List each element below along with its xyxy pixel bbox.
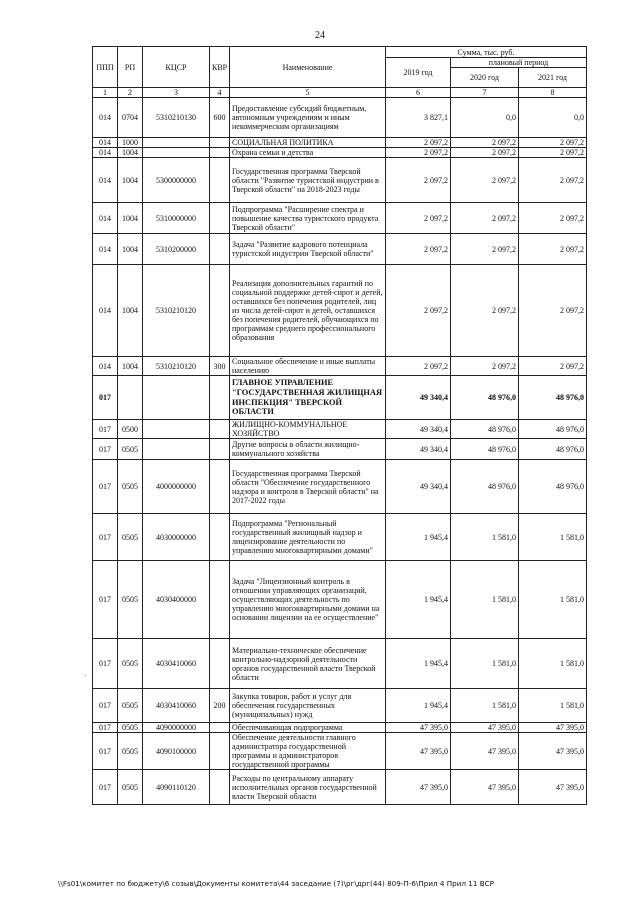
header-name: Наименование [230,47,386,88]
cell-v2019: 2 097,2 [386,203,451,234]
cell-pp: 017 [93,376,118,420]
table-row [93,561,587,639]
cell-pp: 014 [93,148,118,158]
cell-v2020: 2 097,2 [451,138,519,148]
cell-rp: 1004 [118,158,143,203]
cell-v2019: 2 097,2 [386,148,451,158]
cell-v2019: 2 097,2 [386,158,451,203]
cell-v2021: 2 097,2 [519,203,587,234]
cell-name: Государственная программа Тверской области "Обеспечение государственного надзора и контроля в Тверской области" на 2017-2022 годы [230,460,386,514]
table-row [93,689,587,723]
margin-mark: · [84,672,87,680]
cell-rp: 0505 [118,439,143,460]
cell-v2021: 47 395,0 [519,770,587,805]
cell-v2021: 47 395,0 [519,723,587,733]
table-row [93,639,587,689]
cell-v2019: 47 395,0 [386,770,451,805]
cell-kvr [210,561,230,639]
cell-v2019: 47 395,0 [386,733,451,770]
cell-name: СОЦИАЛЬНАЯ ПОЛИТИКА [230,138,386,148]
cell-v2020: 48 976,0 [451,460,519,514]
cell-kvr [210,158,230,203]
cell-name: Реализация дополнительных гарантий по социальной поддержке детей-сирот и детей, оставшихся без попечения родителей, лиц из числа детей-сирот и детей, оставшихся без попечения родителей, обучающихся по программам среднего профессионального образования [230,265,386,357]
cell-v2021: 2 097,2 [519,138,587,148]
cell-kvr [210,439,230,460]
cell-pp: 017 [93,561,118,639]
page-number: 24 [315,30,325,41]
cell-v2019: 2 097,2 [386,265,451,357]
cell-kvr [210,234,230,265]
cell-kvr [210,460,230,514]
cell-v2021: 48 976,0 [519,439,587,460]
cell-v2021: 1 581,0 [519,561,587,639]
cell-v2020: 2 097,2 [451,234,519,265]
cell-v2021: 2 097,2 [519,357,587,376]
cell-name: Другие вопросы в области жилищно-коммунального хозяйства [230,439,386,460]
cell-pp: 017 [93,460,118,514]
cell-kcsr [143,138,210,148]
table-row [93,376,587,420]
cell-kcsr [143,439,210,460]
cell-kcsr: 4030410060 [143,689,210,723]
table-row [93,203,587,234]
cell-pp: 017 [93,439,118,460]
cell-v2021: 1 581,0 [519,514,587,561]
column-number: 6 [386,88,451,98]
cell-name: Подпрограмма "Региональный государственный жилищный надзор и лицензирование деятельности по управлению многоквартирными домами" [230,514,386,561]
cell-kcsr: 5310210120 [143,265,210,357]
header-2021: 2021 год [519,68,587,88]
header-sum: Сумма, тыс. руб. [386,47,587,58]
cell-v2019: 1 945,4 [386,689,451,723]
cell-v2019: 49 340,4 [386,439,451,460]
cell-kcsr: 4030000000 [143,514,210,561]
cell-pp: 014 [93,265,118,357]
cell-rp [118,376,143,420]
table-row [93,98,587,138]
cell-v2021: 47 395,0 [519,733,587,770]
cell-rp: 1004 [118,203,143,234]
cell-v2021: 2 097,2 [519,148,587,158]
cell-rp: 0505 [118,733,143,770]
cell-v2021: 48 976,0 [519,376,587,420]
cell-v2020: 1 581,0 [451,514,519,561]
cell-rp: 0505 [118,770,143,805]
cell-v2020: 48 976,0 [451,376,519,420]
header-2019: 2019 год [386,58,451,88]
cell-v2020: 2 097,2 [451,158,519,203]
cell-pp: 014 [93,138,118,148]
cell-kcsr: 5310210130 [143,98,210,138]
cell-v2019: 3 827,1 [386,98,451,138]
cell-v2019: 2 097,2 [386,357,451,376]
cell-kvr [210,770,230,805]
cell-v2021: 1 581,0 [519,689,587,723]
cell-kvr [210,265,230,357]
cell-name: Государственная программа Тверской области "Развитие туристской индустрии в Тверской области" на 2018-2023 годы [230,158,386,203]
cell-rp: 1000 [118,138,143,148]
table-row [93,420,587,439]
table-row [93,514,587,561]
cell-kvr [210,723,230,733]
cell-v2020: 48 976,0 [451,420,519,439]
table-row [93,138,587,148]
budget-table [92,46,587,805]
cell-kvr [210,148,230,158]
table-row [93,723,587,733]
cell-pp: 014 [93,158,118,203]
cell-rp: 0500 [118,420,143,439]
cell-v2020: 2 097,2 [451,148,519,158]
cell-v2020: 1 581,0 [451,561,519,639]
cell-name: Закупка товаров, работ и услуг для обеспечения государственных (муниципальных) нужд [230,689,386,723]
cell-v2019: 1 945,4 [386,514,451,561]
column-number: 4 [210,88,230,98]
cell-kcsr: 5310200000 [143,234,210,265]
table-row [93,357,587,376]
cell-pp: 017 [93,733,118,770]
cell-v2020: 1 581,0 [451,689,519,723]
cell-v2021: 2 097,2 [519,265,587,357]
cell-pp: 017 [93,689,118,723]
cell-kvr [210,639,230,689]
column-number: 5 [230,88,386,98]
cell-rp: 0505 [118,561,143,639]
header-planned-period: плановый период [451,58,587,68]
cell-kcsr: 5310210120 [143,357,210,376]
cell-kcsr: 4090110120 [143,770,210,805]
cell-name: ЖИЛИЩНО-КОММУНАЛЬНОЕ ХОЗЯЙСТВО [230,420,386,439]
cell-name: Охрана семьи и детства [230,148,386,158]
column-number: 2 [118,88,143,98]
cell-rp: 0505 [118,639,143,689]
cell-v2021: 2 097,2 [519,234,587,265]
cell-name: Обеспечение деятельности главного администратора государственной программы и администраторов государственной программы [230,733,386,770]
cell-pp: 017 [93,420,118,439]
cell-v2020: 47 395,0 [451,733,519,770]
table-row [93,234,587,265]
cell-v2021: 48 976,0 [519,420,587,439]
cell-rp: 0505 [118,460,143,514]
cell-v2019: 2 097,2 [386,138,451,148]
table-row [93,460,587,514]
cell-v2021: 0,0 [519,98,587,138]
cell-name: Подпрограмма "Расширение спектра и повышение качества туристского продукта Тверской области" [230,203,386,234]
header-kcsr: КЦСР [143,47,210,88]
cell-v2019: 49 340,4 [386,420,451,439]
cell-v2019: 1 945,4 [386,639,451,689]
header-kvr: КВР [210,47,230,88]
table-row [93,770,587,805]
table-row [93,265,587,357]
cell-v2020: 2 097,2 [451,203,519,234]
cell-v2019: 49 340,4 [386,376,451,420]
column-number-row [93,88,587,98]
cell-name: Предоставление субсидий бюджетным, автономным учреждениям и иным некоммерческим организациям [230,98,386,138]
cell-kcsr [143,148,210,158]
cell-rp: 0505 [118,514,143,561]
cell-kvr: 300 [210,357,230,376]
cell-v2020: 0,0 [451,98,519,138]
footer-path: \\Fs01\комитет по бюджету\6 созыв\Документы комитета\44 заседание (7)\рг\дрг(44) 809-П-6\Прил 4 Прил 11 ВСР [58,879,495,888]
cell-kvr: 600 [210,98,230,138]
cell-kcsr: 4030410060 [143,639,210,689]
cell-v2020: 1 581,0 [451,639,519,689]
header-2020: 2020 год [451,68,519,88]
cell-pp: 014 [93,234,118,265]
table-row [93,439,587,460]
column-number: 8 [519,88,587,98]
cell-pp: 014 [93,98,118,138]
cell-kcsr: 5300000000 [143,158,210,203]
cell-pp: 014 [93,203,118,234]
header-rp: РП [118,47,143,88]
cell-v2019: 49 340,4 [386,460,451,514]
cell-kcsr: 4090100000 [143,733,210,770]
cell-v2020: 48 976,0 [451,439,519,460]
header-pp: ППП [93,47,118,88]
column-number: 3 [143,88,210,98]
cell-kcsr [143,376,210,420]
cell-kvr [210,420,230,439]
cell-kvr [210,514,230,561]
cell-v2020: 47 395,0 [451,770,519,805]
cell-kcsr: 5310000000 [143,203,210,234]
cell-v2019: 2 097,2 [386,234,451,265]
cell-kcsr: 4090000000 [143,723,210,733]
cell-name: ГЛАВНОЕ УПРАВЛЕНИЕ "ГОСУДАРСТВЕННАЯ ЖИЛИЩНАЯ ИНСПЕКЦИЯ" ТВЕРСКОЙ ОБЛАСТИ [230,376,386,420]
cell-kvr [210,203,230,234]
cell-rp: 0704 [118,98,143,138]
cell-v2021: 48 976,0 [519,460,587,514]
cell-rp: 1004 [118,265,143,357]
cell-rp: 1004 [118,148,143,158]
cell-name: Обеспечивающая подпрограмма [230,723,386,733]
cell-pp: 014 [93,357,118,376]
column-number: 7 [451,88,519,98]
table-row [93,733,587,770]
cell-rp: 1004 [118,234,143,265]
cell-kvr [210,138,230,148]
table-row [93,148,587,158]
cell-name: Социальное обеспечение и иные выплаты населению [230,357,386,376]
cell-rp: 0505 [118,689,143,723]
cell-rp: 0505 [118,723,143,733]
cell-name: Материально-техническое обеспечение контрольно-надзорной деятельности органов государственной власти Тверской области [230,639,386,689]
cell-kcsr: 4030400000 [143,561,210,639]
cell-kvr [210,733,230,770]
cell-kcsr [143,420,210,439]
cell-v2019: 1 945,4 [386,561,451,639]
cell-pp: 017 [93,639,118,689]
cell-pp: 017 [93,770,118,805]
cell-pp: 017 [93,514,118,561]
cell-pp: 017 [93,723,118,733]
cell-v2020: 2 097,2 [451,357,519,376]
cell-kcsr: 4000000000 [143,460,210,514]
cell-name: Задача "Развитие кадрового потенциала туристской индустрии Тверской области" [230,234,386,265]
cell-name: Расходы по центральному аппарату исполнительных органов государственной власти Тверской области [230,770,386,805]
column-number: 1 [93,88,118,98]
cell-kvr [210,376,230,420]
cell-v2020: 2 097,2 [451,265,519,357]
cell-v2020: 47 395,0 [451,723,519,733]
cell-v2021: 1 581,0 [519,639,587,689]
cell-rp: 1004 [118,357,143,376]
cell-name: Задача "Лицензионный контроль в отношении управляющих организаций, осуществляющих деятельность по управлению многоквартирными домами на основании лицензии на ее осуществление" [230,561,386,639]
cell-kvr: 200 [210,689,230,723]
cell-v2019: 47 395,0 [386,723,451,733]
cell-v2021: 2 097,2 [519,158,587,203]
table-row [93,158,587,203]
